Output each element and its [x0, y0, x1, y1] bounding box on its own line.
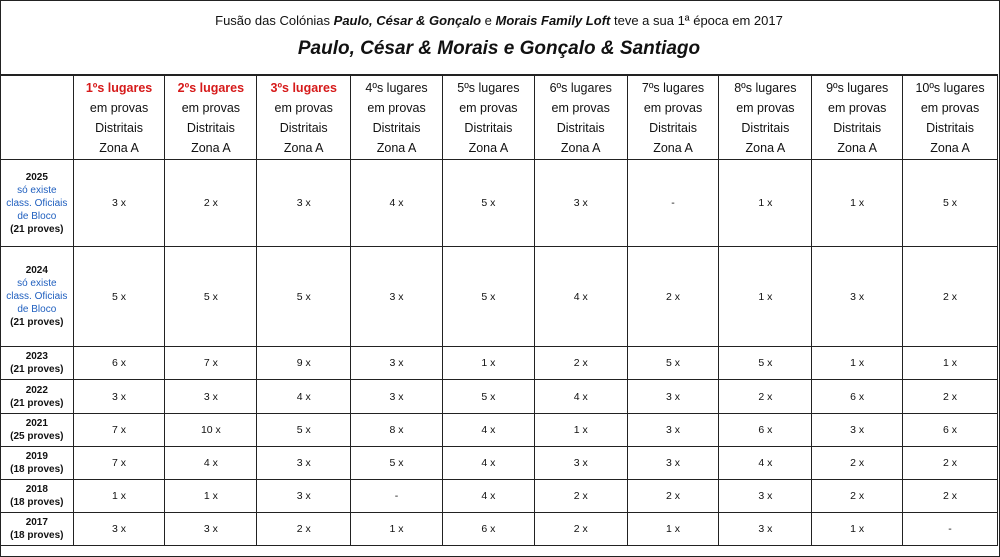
column-label-line: em provas [367, 100, 426, 115]
column-label-line: em provas [89, 100, 149, 115]
year-note: class. Oficiais [6, 291, 68, 302]
column-label-line: Zona A [99, 140, 139, 155]
value-cell: 3 x [534, 160, 627, 247]
value-cell: 3 x [627, 447, 719, 480]
year-cell [1, 160, 74, 247]
year-label: 2024 [25, 265, 48, 276]
provas-count: (18 proves) [10, 497, 64, 508]
column-label-line: Zona A [376, 140, 417, 155]
value-cell: 4 x [534, 380, 627, 414]
subtitle-names2: Morais Family Loft [495, 13, 611, 28]
value-cell: 2 x [719, 380, 812, 414]
column-header [534, 76, 627, 160]
column-label-line: Zona A [191, 140, 231, 155]
column-label-line: Zona A [837, 140, 877, 155]
value-cell: 5 x [257, 247, 351, 347]
value-cell: 6 x [903, 414, 998, 447]
value-cell: 3 x [719, 480, 812, 513]
year-cell [1, 414, 74, 447]
value-cell: 1 x [534, 414, 627, 447]
year-cell [1, 380, 74, 414]
value-cell: 4 x [442, 414, 534, 447]
value-cell: 6 x [812, 380, 903, 414]
table-row [1, 380, 998, 414]
column-header [73, 76, 165, 160]
year-note: só existe [17, 278, 57, 289]
value-cell: 5 x [719, 347, 812, 380]
column-label-line: em provas [736, 100, 795, 115]
year-note: class. Oficiais [6, 197, 68, 209]
value-cell: 4 x [442, 480, 534, 513]
value-cell: 3 x [257, 160, 351, 247]
column-label-line: Distritais [741, 120, 790, 135]
year-label: 2025 [25, 171, 48, 183]
header-row [1, 76, 998, 160]
value-cell: 3 x [627, 380, 719, 414]
column-place-label: 3ºs lugares [270, 80, 337, 95]
value-cell: 4 x [442, 447, 534, 480]
column-label-line: Zona A [930, 140, 970, 155]
value-cell: - [903, 513, 998, 546]
year-cell [1, 513, 74, 546]
value-cell: 2 x [903, 380, 998, 414]
column-label-line: em provas [181, 100, 241, 115]
column-place-label: 4ºs lugares [365, 80, 428, 95]
value-cell: 2 x [812, 480, 903, 513]
column-header [903, 76, 998, 160]
value-cell: 5 x [442, 247, 534, 347]
value-cell: 8 x [351, 414, 443, 447]
year-note: de Bloco [17, 304, 57, 315]
column-label-line: em provas [643, 100, 703, 115]
column-label-line: Distritais [186, 120, 235, 135]
value-cell: 4 x [165, 447, 257, 480]
value-cell: 1 x [73, 480, 165, 513]
column-label-line: em provas [920, 100, 980, 115]
value-cell: 3 x [165, 513, 257, 546]
header-subtitle [0, 13, 998, 28]
provas-count: (25 proves) [10, 431, 64, 442]
value-cell: 2 x [903, 447, 998, 480]
year-cell [1, 347, 74, 380]
year-label: 2021 [25, 418, 48, 429]
year-cell [1, 480, 74, 513]
column-label-line: Distritais [649, 120, 697, 135]
value-cell: 1 x [903, 347, 998, 380]
column-label-line: Distritais [279, 120, 328, 135]
value-cell: 5 x [442, 160, 534, 247]
value-cell: 3 x [257, 480, 351, 513]
value-cell: 5 x [351, 447, 443, 480]
value-cell: 5 x [165, 247, 257, 347]
column-place-label: 10ºs lugares [915, 80, 985, 95]
year-cell [1, 247, 74, 347]
column-label-line: Distritais [926, 120, 974, 135]
value-cell: 4 x [351, 160, 443, 247]
value-cell: 5 x [442, 380, 534, 414]
value-cell: 3 x [351, 347, 443, 380]
value-cell: 1 x [812, 160, 903, 247]
value-cell: 5 x [73, 247, 165, 347]
value-cell: 2 x [903, 247, 998, 347]
subtitle-suffix: teve a sua 1ª época em 2017 [610, 13, 783, 28]
provas-count: (21 proves) [10, 364, 64, 375]
year-label: 2019 [25, 451, 48, 462]
table-row [1, 513, 998, 546]
value-cell: 1 x [165, 480, 257, 513]
value-cell: - [627, 160, 719, 247]
column-label-line: Zona A [560, 140, 601, 155]
provas-count: (21 proves) [10, 397, 64, 409]
value-cell: 2 x [903, 480, 998, 513]
column-label-line: Zona A [468, 140, 509, 155]
value-cell: 4 x [534, 247, 627, 347]
value-cell: 1 x [719, 247, 812, 347]
value-cell: 9 x [257, 347, 351, 380]
provas-count: (18 proves) [10, 464, 64, 475]
value-cell: 2 x [534, 513, 627, 546]
value-cell: 2 x [627, 247, 719, 347]
value-cell: 3 x [812, 414, 903, 447]
value-cell: 3 x [534, 447, 627, 480]
value-cell: 1 x [442, 347, 534, 380]
column-label-line: em provas [459, 100, 518, 115]
value-cell: 2 x [257, 513, 351, 546]
value-cell: 6 x [73, 347, 165, 380]
subtitle-names1: Paulo, César & Gonçalo [333, 13, 482, 28]
value-cell: 10 x [165, 414, 257, 447]
value-cell: 5 x [903, 160, 998, 247]
column-header [442, 76, 534, 160]
provas-count: (21 proves) [10, 317, 64, 328]
column-header [165, 76, 257, 160]
value-cell: 3 x [627, 414, 719, 447]
year-label: 2017 [25, 517, 48, 528]
value-cell: 2 x [165, 160, 257, 247]
year-label: 2018 [25, 484, 48, 495]
value-cell: 2 x [534, 347, 627, 380]
column-header [812, 76, 903, 160]
value-cell: 3 x [351, 247, 443, 347]
table-row [1, 414, 998, 447]
subtitle-middle: e [481, 13, 496, 28]
value-cell: 1 x [812, 347, 903, 380]
table-row [1, 247, 998, 347]
column-header [627, 76, 719, 160]
value-cell: 1 x [351, 513, 443, 546]
value-cell: 7 x [73, 414, 165, 447]
column-label-line: Distritais [833, 120, 882, 135]
value-cell: 5 x [627, 347, 719, 380]
column-place-label: 6ºs lugares [549, 80, 612, 95]
provas-count: (21 proves) [10, 223, 64, 235]
value-cell: 2 x [534, 480, 627, 513]
header-title: Paulo, César & Morais e Gonçalo & Santiago [297, 38, 701, 59]
column-label-line: Distritais [556, 120, 605, 135]
value-cell: 4 x [257, 380, 351, 414]
value-cell: 1 x [719, 160, 812, 247]
column-place-label: 1ºs lugares [85, 80, 153, 95]
column-header [257, 76, 351, 160]
year-note: de Bloco [17, 210, 57, 222]
table-row [1, 447, 998, 480]
value-cell: 3 x [257, 447, 351, 480]
column-label-line: Distritais [372, 120, 421, 135]
value-cell: 2 x [627, 480, 719, 513]
year-note: só existe [17, 184, 57, 196]
value-cell: 4 x [719, 447, 812, 480]
value-cell: - [351, 480, 443, 513]
value-cell: 3 x [351, 380, 443, 414]
year-cell [1, 447, 74, 480]
column-label-line: em provas [274, 100, 333, 115]
column-label-line: em provas [551, 100, 610, 115]
results-table [0, 75, 998, 546]
table-row [1, 347, 998, 380]
value-cell: 6 x [442, 513, 534, 546]
value-cell: 3 x [719, 513, 812, 546]
value-cell: 3 x [812, 247, 903, 347]
column-label-line: Zona A [283, 140, 324, 155]
column-place-label: 8ºs lugares [734, 80, 797, 95]
column-label-line: Distritais [464, 120, 513, 135]
column-place-label: 5ºs lugares [457, 80, 520, 95]
table-row [1, 160, 998, 247]
table-row [1, 480, 998, 513]
column-place-label: 9ºs lugares [826, 80, 889, 95]
column-label-line: em provas [828, 100, 887, 115]
value-cell: 3 x [73, 513, 165, 546]
column-label-line: Zona A [653, 140, 693, 155]
value-cell: 3 x [73, 160, 165, 247]
column-place-label: 2ºs lugares [177, 80, 245, 95]
value-cell: 6 x [719, 414, 812, 447]
column-header [719, 76, 812, 160]
column-label-line: Distritais [95, 120, 144, 135]
value-cell: 5 x [257, 414, 351, 447]
value-cell: 2 x [812, 447, 903, 480]
column-place-label: 7ºs lugares [641, 80, 705, 95]
year-label: 2023 [25, 351, 48, 362]
year-label: 2022 [25, 384, 48, 396]
value-cell: 3 x [165, 380, 257, 414]
subtitle-prefix: Fusão das Colónias [215, 13, 334, 28]
value-cell: 1 x [812, 513, 903, 546]
header [0, 0, 998, 76]
value-cell: 1 x [627, 513, 719, 546]
provas-count: (18 proves) [10, 530, 64, 541]
column-header [351, 76, 443, 160]
corner-cell [1, 76, 74, 160]
value-cell: 7 x [165, 347, 257, 380]
value-cell: 7 x [73, 447, 165, 480]
value-cell: 3 x [73, 380, 165, 414]
column-label-line: Zona A [745, 140, 786, 155]
